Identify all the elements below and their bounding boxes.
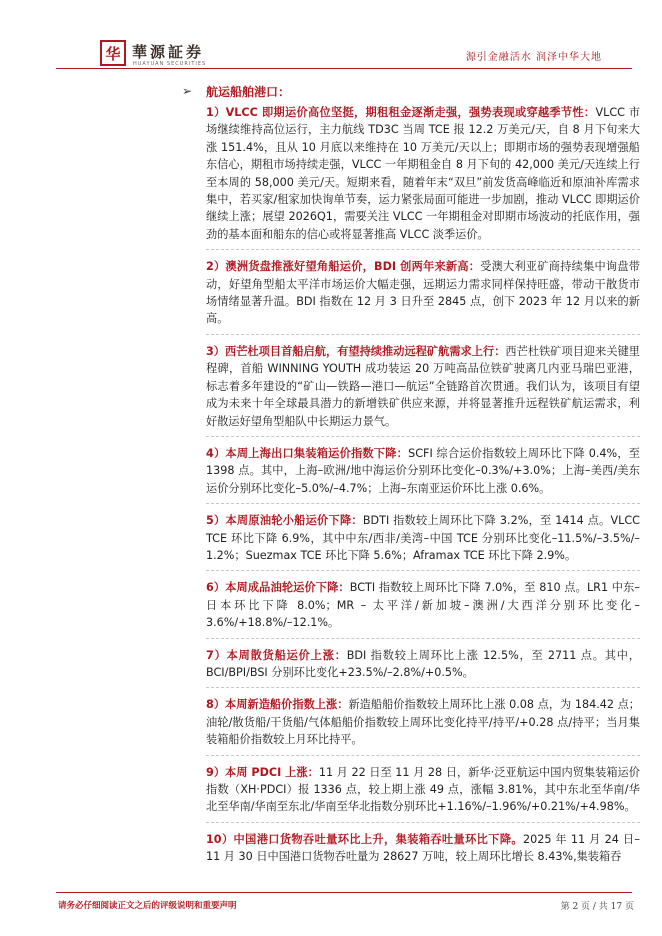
report-content — [182, 78, 641, 880]
paragraph-body: 新造船船价指数较上周环比上涨 0.08 点，为 184.42 点；油轮/散货船/干货船/气体船船价指数较上周环比变化持平/持平/+0.28 点/持平；当月集装箱船价指数较上月环比持平。 — [206, 698, 640, 747]
paragraph-9 — [206, 764, 640, 823]
paragraph-lead: 10）中国港口货物吞吐量环比上升，集装箱吞吐量环比下降。 — [206, 832, 523, 846]
paragraph-lead: 3）西芒杜项目首船启航，有望持续推动远程矿航需求上行： — [206, 344, 506, 358]
paragraph-7 — [206, 647, 640, 689]
paragraph-6 — [206, 579, 640, 638]
paragraph-lead: 8）本周新造船价指数上涨： — [206, 698, 349, 712]
paragraph-body: 西芒杜铁矿项目迎来关键里程碑，首船 WINNING YOUTH 成功装运 20 万吨高品位铁矿驶离几内亚马瑞巴亚港，标志着多年建设的“矿山—铁路—港口—航运”全链路首次贯通。我们认为，该项目有望成为未来十年全球最具潜力的新增铁矿供应来源，并将显著推升远程铁矿航运需求，利好散运好望角型船队中长期运力景气。 — [206, 344, 640, 428]
paragraph-lead: 6）本周成品油轮运价下降： — [206, 581, 350, 595]
paragraph-10 — [206, 831, 640, 872]
section-heading — [182, 78, 640, 104]
paragraph-3 — [206, 343, 640, 437]
arrow-bullet-icon: ➢ — [182, 84, 193, 98]
paragraph-lead: 9）本周 PDCI 上涨： — [206, 765, 319, 779]
section-title: 航运船舶港口： — [206, 84, 291, 99]
paragraph-lead: 5）本周原油轮小船运价下降： — [206, 514, 363, 528]
company-english-name: HUAYUAN SECURITIES — [133, 61, 207, 67]
header-slogan: 源引金融活水 润泽中华大地 — [465, 52, 602, 63]
footer-divider — [56, 892, 632, 893]
page-number: 第 2 页 / 共 17 页 — [560, 902, 634, 912]
header-divider — [56, 68, 632, 69]
paragraph-5 — [206, 512, 640, 571]
paragraph-lead: 1）VLCC 即期运价高位坚挺，期租租金逐渐走强，强势表现或穿越季节性： — [206, 106, 596, 119]
footer-disclaimer: 请务必仔细阅读正文之后的评级说明和重要声明 — [58, 901, 237, 911]
paragraph-lead: 2）澳洲货盘推涨好望角船运价，BDI 创两年来新高： — [206, 260, 481, 274]
paragraph-lead: 4）本周上海出口集装箱运价指数下降： — [206, 446, 409, 460]
company-logo-icon: 华 — [100, 40, 126, 66]
paragraph-body: VLCC 市场继续维持高位运行，主力航线 TD3C 当周 TCE 报 12.2 万美元/天，自 8 月下旬来大涨 151.4%，且从 10 月底以来维持在 10 万美元/天以上；即期市场的强势表现增强船东信心，期租市场持续走强，VLCC 一年期租金自 8 月下旬的 42,000 美元/天连续上行至本周的 58,000 美元/天。短期来看，随着年末“双旦”前发货高峰临近和原油补库需求集中，若买家/租家加快询单节奏，运力紧张局面可能进一步加剧，推动 VLCC 即期运价继续上涨；展望 2026Q1，需要关注 VLCC 一年期租金对即期市场波动的托底作用，强劲的基本面和船东的信心或将显著推高 VLCC 淡季运价。 — [206, 106, 641, 241]
paragraph-2 — [206, 258, 640, 335]
paragraph-body: 受澳大利亚矿商持续集中询盘带动，好望角型船太平洋市场运价大幅走强，远期运力需求同样保持旺盛，带动干散货市场情绪显著升温。BDI 指数在 12 月 3 日升至 2845 点，创下 2023 年 12 月以来的新高。 — [206, 260, 640, 326]
company-name: 華源証券 — [132, 43, 205, 61]
paragraph-body: 11 月 22 日至 11 月 28 日，新华·泛亚航运中国内贸集装箱运价指数（XH·PDCI）报 1336 点，较上期上涨 49 点，涨幅 3.81%，其中东北至华南/华北至华南/华南至东北/华南至华北指数分别环比+1.16%/–1.96%/+0.21%/+4.98%。 — [206, 765, 640, 814]
page-header — [0, 0, 662, 80]
paragraph-body: SCFI 综合运价指数较上周环比下降 0.4%，至 1398 点。其中，上海–欧洲/地中海运价分别环比变化–0.3%/+3.0%；上海–美西/美东运价分别环比变化–5.0%/–4.7%；上海–东南亚运价环比上涨 0.6%。 — [206, 446, 640, 495]
paragraph-lead: 7）本周散货船运价上涨： — [206, 648, 347, 662]
paragraph-body: BCTI 指数较上周环比下降 7.0%，至 810 点。LR1 中东–日本环比下降 8.0%；MR – 太平洋/新加坡–澳洲/大西洋分别环比变化–3.6%/+18.8%/–12.1%。 — [206, 581, 640, 630]
paragraph-8 — [206, 696, 640, 755]
paragraph-1 — [206, 104, 640, 250]
paragraph-body: BDTI 指数较上周环比下降 3.2%，至 1414 点。VLCC TCE 环比下降 6.9%，其中中东/西非/美湾–中国 TCE 分别环比变化–11.5%/–3.5%/–1.2%；Suezmax TCE 环比下降 5.6%；Aframax TCE 环比下降 2.9%。 — [206, 514, 640, 562]
paragraph-body: 2025 年 11 月 24 日–11 月 30 日中国港口货物吞吐量为 28627 万吨，较上周环比增长 8.43%,集装箱吞 — [206, 832, 640, 864]
paragraph-body: BDI 指数较上周环比上涨 12.5%，至 2711 点。其中，BCI/BPI/BSI 分别环比变化+23.5%/–2.8%/+0.5%。 — [206, 648, 640, 679]
paragraph-4 — [206, 445, 640, 504]
